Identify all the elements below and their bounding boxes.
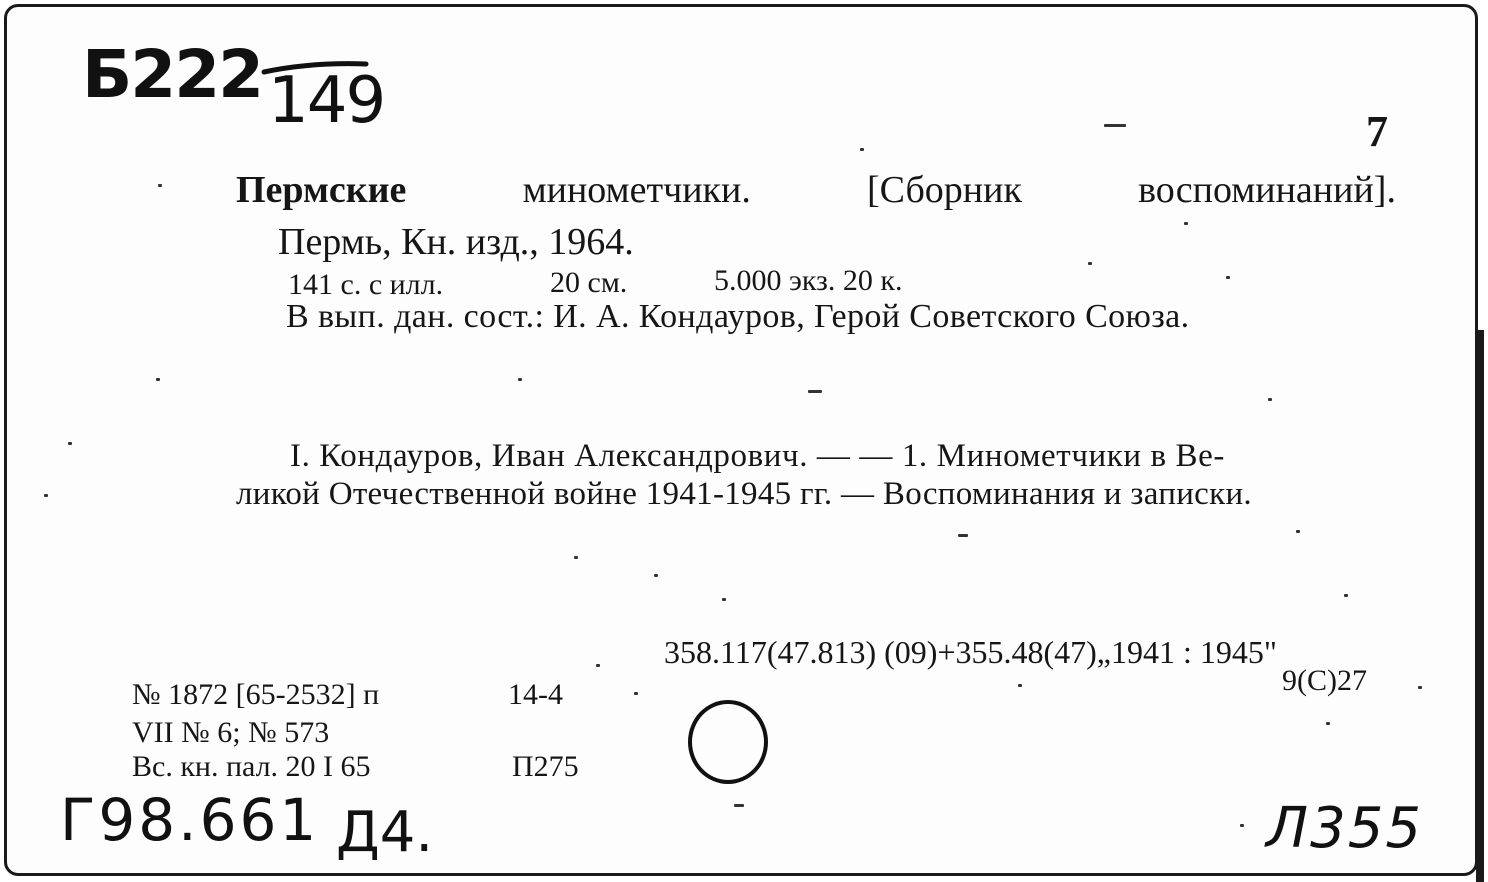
handwritten-author-mark bbox=[1266, 796, 1423, 861]
collation-size: 20 см. bbox=[550, 266, 628, 299]
speck bbox=[958, 534, 968, 537]
tracing-line-2: ликой Отечественной войне 1941-1945 гг. — Воспоминания и записки. bbox=[236, 476, 1252, 512]
speck bbox=[1240, 824, 1244, 827]
speck bbox=[158, 184, 162, 187]
registry-line-1: № 1872 [65-2532] п bbox=[132, 678, 380, 711]
speck bbox=[808, 390, 822, 393]
handwritten-shelf-mark-suffix bbox=[336, 800, 433, 865]
speck bbox=[596, 664, 600, 667]
collation-copies-price: 5.000 экз. 20 к. bbox=[714, 264, 903, 297]
speck bbox=[722, 598, 726, 601]
bbk-index: 9(С)27 bbox=[1282, 664, 1367, 697]
card-edge-shadow bbox=[1476, 330, 1484, 882]
speck bbox=[634, 692, 638, 695]
speck bbox=[1184, 222, 1188, 225]
speck bbox=[1088, 262, 1092, 265]
title-word-3: [Сборник bbox=[867, 169, 1022, 211]
speck bbox=[574, 556, 578, 559]
call-number-prefix: Б222 bbox=[82, 36, 263, 113]
tracing-line-1: I. Кондауров, Иван Александрович. — — 1. Минометчики в Ве- bbox=[290, 438, 1226, 474]
title-word-1: Пермские bbox=[236, 169, 407, 211]
udc-index: 358.117(47.813) (09)+355.48(47)„1941 : 1945" bbox=[664, 634, 1277, 670]
title-line bbox=[236, 168, 1396, 212]
contributor-note: В вып. дан. сост.: И. А. Кондауров, Герой Советского Союза. bbox=[286, 298, 1190, 335]
punch-hole bbox=[688, 700, 768, 784]
speck bbox=[1268, 398, 1272, 401]
speck bbox=[68, 442, 72, 445]
speck bbox=[1226, 276, 1230, 279]
handwritten-shelf-mark bbox=[60, 786, 319, 854]
speck bbox=[1018, 684, 1022, 687]
collation-pages: 141 с. с илл. bbox=[288, 268, 444, 301]
shelf-mark-suffix: Д4. bbox=[336, 800, 434, 865]
call-number-suffix: 149 bbox=[268, 64, 385, 138]
speck bbox=[518, 378, 522, 381]
call-number-overline bbox=[262, 60, 372, 76]
handwritten-call-number bbox=[82, 36, 262, 113]
speck bbox=[1418, 686, 1422, 689]
speck bbox=[1326, 722, 1330, 725]
shelf-mark-number: Г98.661 bbox=[60, 786, 320, 854]
speck bbox=[860, 148, 864, 151]
speck bbox=[734, 804, 744, 807]
speck bbox=[1344, 594, 1348, 597]
registry-line-2: VII № 6; № 573 bbox=[132, 716, 330, 749]
registry-line-3: Вс. кн. пал. 20 I 65 bbox=[132, 750, 371, 783]
speck bbox=[156, 378, 160, 381]
author-mark: Л355 bbox=[1266, 796, 1423, 861]
registry-line-3-code: П275 bbox=[512, 750, 579, 783]
title-word-2: минометчики. bbox=[522, 169, 751, 211]
card-number: 7 bbox=[1366, 107, 1388, 156]
imprint: Пермь, Кн. изд., 1964. bbox=[278, 221, 634, 263]
speck bbox=[1296, 530, 1300, 533]
title-word-4: воспоминаний]. bbox=[1138, 169, 1396, 211]
speck bbox=[44, 494, 48, 497]
speck bbox=[1104, 124, 1126, 127]
speck bbox=[654, 574, 658, 577]
registry-line-1-code: 14-4 bbox=[508, 678, 563, 711]
